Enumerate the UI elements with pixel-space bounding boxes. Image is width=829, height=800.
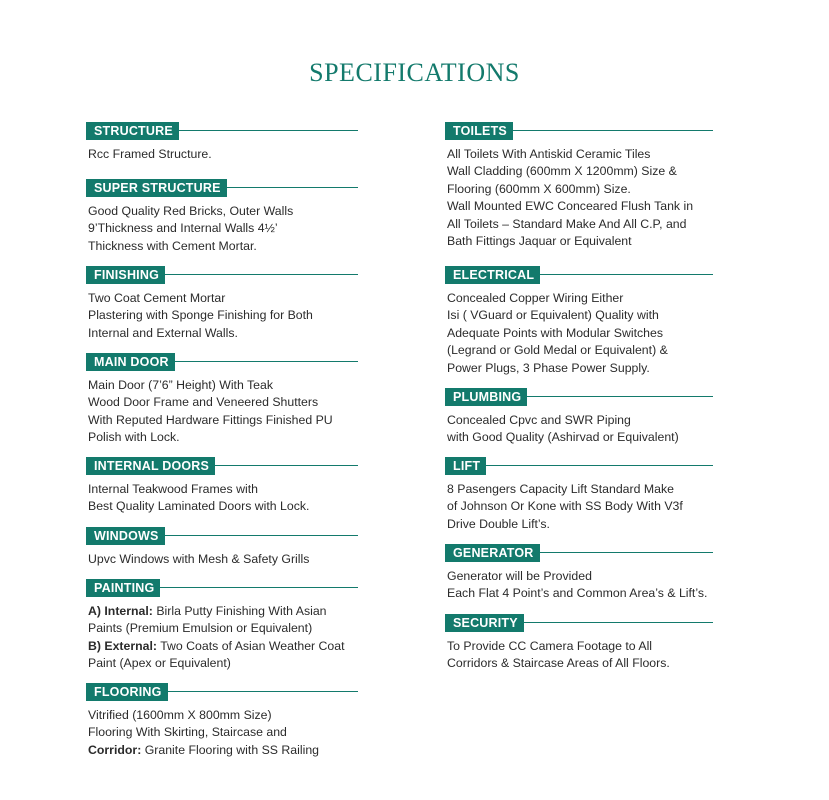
heading-badge: PAINTING bbox=[88, 579, 160, 597]
section-header bbox=[88, 122, 358, 140]
text-line: Vitrified (1600mm X 800mm Size) bbox=[88, 708, 272, 722]
text-line: Bath Fittings Jaquar or Equivalent bbox=[447, 234, 632, 249]
section-body bbox=[88, 551, 358, 568]
section-header bbox=[447, 544, 713, 562]
heading-badge: TOILETS bbox=[447, 122, 513, 140]
section-header bbox=[88, 527, 358, 545]
section-header bbox=[88, 266, 358, 284]
heading-badge: SECURITY bbox=[447, 614, 524, 632]
text-line bbox=[88, 742, 358, 759]
heading-badge: SUPER STRUCTURE bbox=[88, 179, 227, 197]
text-line: Main Door (7’6” Height) With Teak bbox=[88, 378, 273, 392]
section-body bbox=[88, 707, 358, 759]
internal-text: Birla Putty Finishing With Asian bbox=[152, 604, 327, 618]
text-line: All Toilets – Standard Make And All C.P, and bbox=[447, 216, 687, 231]
section-finishing bbox=[88, 266, 358, 342]
heading-badge: INTERNAL DOORS bbox=[88, 457, 215, 475]
section-painting bbox=[88, 579, 358, 673]
heading-badge: MAIN DOOR bbox=[88, 353, 175, 371]
text-line: Upvc Windows with Mesh & Safety Grills bbox=[88, 552, 310, 566]
text-line: Rcc Framed Structure. bbox=[88, 147, 212, 161]
section-body bbox=[447, 412, 713, 447]
text-line: All Toilets With Antiskid Ceramic Tiles bbox=[447, 147, 651, 161]
text-line: with Good Quality (Ashirvad or Equivalent) bbox=[447, 430, 679, 445]
text-line: Corridors & Staircase Areas of All Floors. bbox=[447, 656, 670, 671]
section-body bbox=[88, 481, 358, 516]
section-body bbox=[447, 146, 713, 250]
heading-badge: ELECTRICAL bbox=[447, 266, 540, 284]
heading-badge: STRUCTURE bbox=[88, 122, 179, 140]
heading-badge: GENERATOR bbox=[447, 544, 540, 562]
text-line: Plastering with Sponge Finishing for Both bbox=[88, 308, 313, 323]
section-body bbox=[88, 146, 358, 163]
section-internal-doors bbox=[88, 457, 358, 516]
external-text: Two Coats of Asian Weather Coat bbox=[157, 638, 345, 653]
section-generator bbox=[447, 544, 713, 603]
text-line bbox=[88, 638, 358, 655]
section-windows bbox=[88, 527, 358, 568]
text-line: To Provide CC Camera Footage to All bbox=[447, 639, 653, 653]
text-line: Flooring (600mm X 600mm) Size. bbox=[447, 181, 631, 196]
text-line: 9’Thickness and Internal Walls 4½’ bbox=[88, 221, 278, 236]
section-header bbox=[447, 122, 713, 140]
text-line: Power Plugs, 3 Phase Power Supply. bbox=[447, 360, 650, 375]
heading-badge: LIFT bbox=[447, 457, 486, 475]
heading-badge: FLOORING bbox=[88, 683, 168, 701]
section-main-door bbox=[88, 353, 358, 447]
section-security bbox=[447, 614, 713, 673]
section-header bbox=[88, 579, 358, 597]
text-line: Good Quality Red Bricks, Outer Walls bbox=[88, 204, 294, 218]
section-header bbox=[447, 457, 713, 475]
corridor-text: Granite Flooring with SS Railing bbox=[141, 742, 319, 757]
section-lift bbox=[447, 457, 713, 533]
section-body bbox=[88, 203, 358, 255]
text-line: Flooring With Skirting, Staircase and bbox=[88, 725, 287, 740]
text-line: Paint (Apex or Equivalent) bbox=[88, 656, 231, 671]
text-line: Adequate Points with Modular Switches bbox=[447, 325, 663, 340]
section-plumbing bbox=[447, 388, 713, 447]
external-label: B) External: bbox=[88, 638, 158, 653]
section-header bbox=[447, 266, 713, 284]
section-body bbox=[447, 290, 713, 377]
text-line: of Johnson Or Kone with SS Body With V3f bbox=[447, 499, 683, 514]
text-line: Generator will be Provided bbox=[447, 569, 592, 583]
text-line: (Legrand or Gold Medal or Equivalent) & bbox=[447, 343, 668, 358]
text-line: Each Flat 4 Point’s and Common Area’s & Lift’s. bbox=[447, 586, 708, 601]
section-body bbox=[88, 603, 358, 673]
heading-badge: FINISHING bbox=[88, 266, 165, 284]
text-line: Two Coat Cement Mortar bbox=[88, 291, 226, 305]
text-line: Isi ( VGuard or Equivalent) Quality with bbox=[447, 308, 659, 323]
text-line: Internal and External Walls. bbox=[88, 325, 238, 340]
text-line: Wood Door Frame and Veneered Shutters bbox=[88, 395, 319, 410]
heading-badge: PLUMBING bbox=[447, 388, 527, 406]
page-title: SPECIFICATIONS bbox=[309, 58, 520, 87]
section-header bbox=[88, 457, 358, 475]
section-header bbox=[88, 179, 358, 197]
section-super-structure bbox=[88, 179, 358, 255]
divider-line bbox=[451, 465, 713, 466]
corridor-label: Corridor: bbox=[88, 742, 142, 757]
section-flooring bbox=[88, 683, 358, 759]
section-body bbox=[447, 481, 713, 533]
text-line bbox=[88, 603, 358, 620]
heading-badge: WINDOWS bbox=[88, 527, 165, 545]
section-body bbox=[447, 568, 713, 603]
text-line: Best Quality Laminated Doors with Lock. bbox=[88, 499, 310, 514]
section-header bbox=[88, 683, 358, 701]
text-line: Wall Mounted EWC Conceared Flush Tank in bbox=[447, 199, 694, 214]
section-electrical bbox=[447, 266, 713, 377]
text-line: Internal Teakwood Frames with bbox=[88, 482, 258, 496]
text-line: Concealed Copper Wiring Either bbox=[447, 291, 624, 305]
text-line: Thickness with Cement Mortar. bbox=[88, 238, 257, 253]
text-line: 8 Pasengers Capacity Lift Standard Make bbox=[447, 482, 674, 496]
section-body bbox=[88, 377, 358, 447]
text-line: Drive Double Lift’s. bbox=[447, 516, 550, 531]
text-line: Polish with Lock. bbox=[88, 430, 180, 445]
internal-label: A) Internal: bbox=[88, 604, 153, 618]
text-line: With Reputed Hardware Fittings Finished PU bbox=[88, 412, 333, 427]
text-line: Wall Cladding (600mm X 1200mm) Size & bbox=[447, 164, 677, 179]
section-header bbox=[447, 614, 713, 632]
text-line: Concealed Cpvc and SWR Piping bbox=[447, 413, 631, 427]
text-line: Paints (Premium Emulsion or Equivalent) bbox=[88, 621, 313, 636]
section-body bbox=[447, 638, 713, 673]
section-header bbox=[88, 353, 358, 371]
section-toilets bbox=[447, 122, 713, 250]
section-header bbox=[447, 388, 713, 406]
section-structure bbox=[88, 122, 358, 163]
section-body bbox=[88, 290, 358, 342]
